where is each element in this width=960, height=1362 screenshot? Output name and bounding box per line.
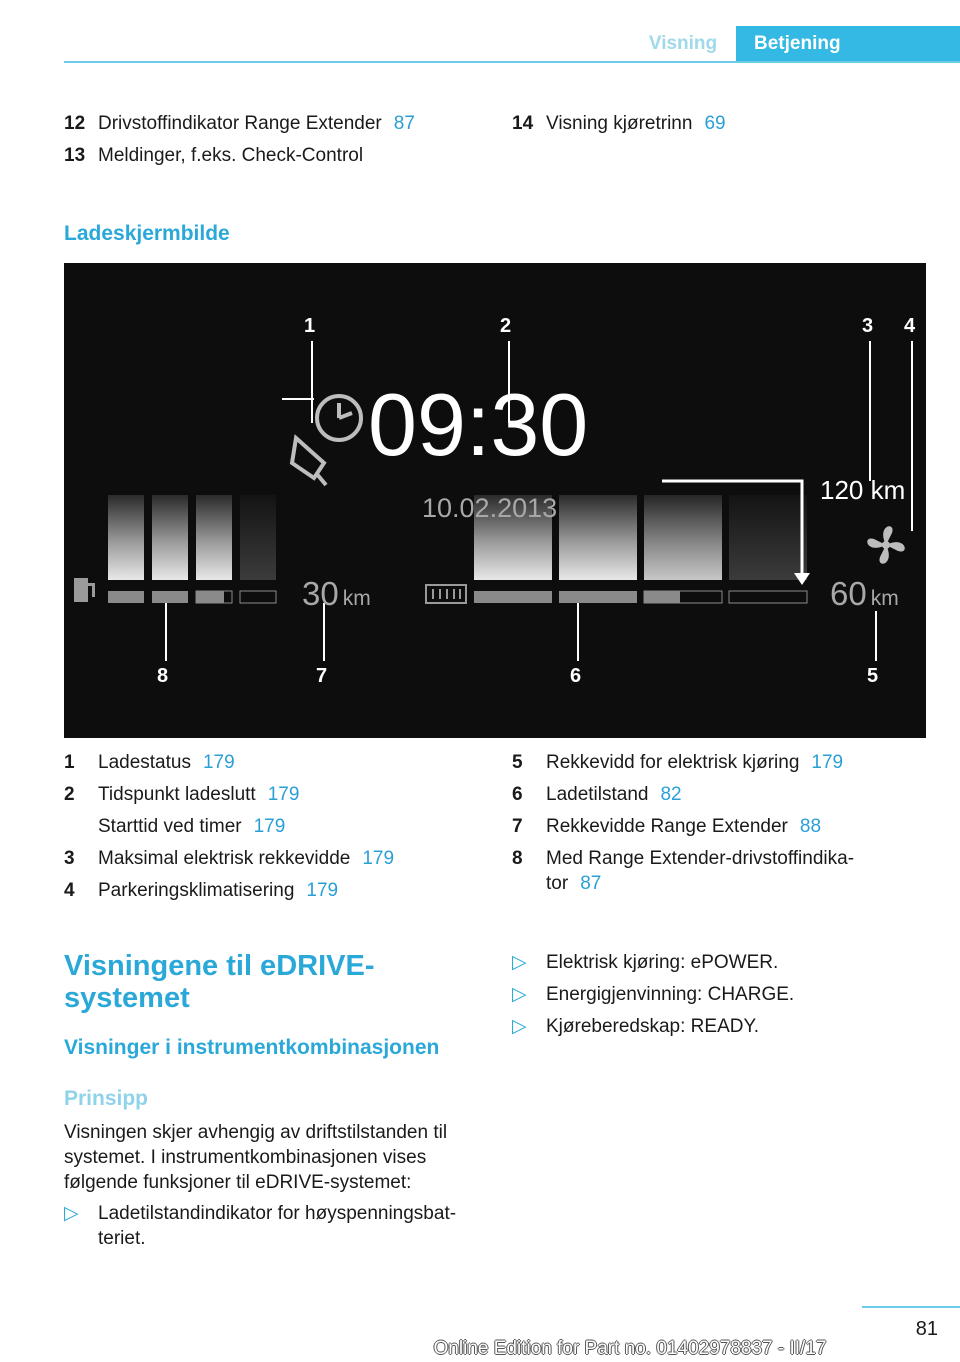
tab-visning[interactable]: Visning — [648, 33, 718, 54]
fuel-level-segment — [196, 591, 224, 603]
tab-betjening[interactable]: Betjening — [736, 26, 960, 61]
item-number: 14 — [512, 113, 534, 134]
callout-5: 5 — [867, 665, 879, 687]
fuel-level-segment — [152, 591, 188, 603]
fuel-bar-empty — [240, 495, 276, 580]
legend-number: 7 — [512, 816, 523, 837]
bullet-triangle-icon: ▷ — [64, 1203, 79, 1224]
section-title: Ladeskjermbilde — [64, 222, 230, 245]
bullet-triangle-icon: ▷ — [512, 984, 527, 1005]
range-extender-number: 30 — [302, 575, 339, 612]
bullet-triangle-icon: ▷ — [512, 1016, 527, 1037]
range-unit: km — [870, 587, 899, 610]
legend-item — [64, 779, 299, 811]
legend-text: Med Range Extender-drivstoffindika- — [546, 848, 855, 869]
bullet-triangle-icon: ▷ — [512, 952, 527, 973]
legend-item-continuation — [546, 868, 601, 900]
item-number: 13 — [64, 145, 86, 166]
page-link[interactable]: 179 — [811, 752, 844, 773]
legend-item — [64, 811, 285, 843]
legend-number: 3 — [64, 848, 75, 869]
list-item — [512, 108, 726, 140]
max-electric-range: 120 km — [820, 475, 906, 505]
fuel-level-outline — [240, 591, 276, 603]
legend-number: 8 — [512, 848, 523, 869]
page-link[interactable]: 82 — [660, 784, 682, 805]
battery-level-outline — [729, 591, 807, 603]
legend-number: 2 — [64, 784, 75, 805]
callout-3: 3 — [862, 315, 874, 337]
charging-plug-clock-icon — [292, 396, 361, 485]
body-paragraph: Visningen skjer avhengig av driftstilstanden til systemet. I instrumentkombinasjonen vises følgende funksjoner til eDRIVE-systemet: — [64, 1122, 448, 1193]
legend-number: 5 — [512, 752, 523, 773]
callout-4: 4 — [904, 315, 916, 337]
callout-1: 1 — [304, 315, 316, 337]
fuel-pump-icon — [74, 578, 95, 602]
page-link[interactable]: 69 — [704, 113, 726, 134]
edition-footer: Online Edition for Part no. 01402978837 - II/17 — [433, 1338, 827, 1359]
range-extender-value — [302, 575, 371, 613]
legend-number: 6 — [512, 784, 523, 805]
legend-text: Parkeringsklimatisering — [98, 880, 295, 901]
fuel-bar — [108, 495, 144, 580]
legend-text: Ladetilstand — [546, 784, 649, 805]
callout-6: 6 — [570, 665, 582, 687]
legend-text: Rekkevidd for elektrisk kjøring — [546, 752, 800, 773]
legend-number: 1 — [64, 752, 75, 773]
page-link[interactable]: 179 — [362, 848, 395, 869]
callout-8: 8 — [157, 665, 169, 687]
legend-text: Rekkevidde Range Extender — [546, 816, 788, 837]
bullet-text: Ladetilstandindikator for høyspenningsbat- — [98, 1203, 457, 1224]
electric-range-value — [830, 575, 899, 613]
bullet-item — [64, 1201, 494, 1251]
battery-icon — [426, 585, 466, 603]
footer-rule — [862, 1306, 960, 1308]
page-link[interactable]: 179 — [253, 816, 286, 837]
battery-bar-empty — [729, 495, 807, 580]
battery-bar — [644, 495, 722, 580]
list-item — [64, 108, 415, 140]
legend-item — [512, 747, 843, 779]
bullet-text: Elektrisk kjøring: ePOWER. — [546, 952, 779, 973]
main-heading-line: Visningene til eDRIVE- — [64, 950, 375, 982]
item-text: Drivstoffindikator Range Extender — [98, 113, 382, 134]
page-link[interactable]: 179 — [267, 784, 300, 805]
battery-level-segment — [559, 591, 637, 603]
bullet-item — [512, 1014, 759, 1039]
fuel-bar — [196, 495, 232, 580]
page-link[interactable]: 87 — [580, 873, 602, 894]
page-number: 81 — [915, 1318, 938, 1340]
bullet-item — [512, 950, 778, 975]
page-link[interactable]: 87 — [393, 113, 415, 134]
legend-number: 4 — [64, 880, 75, 901]
legend-text: Starttid ved timer — [98, 816, 242, 837]
legend-text: Ladestatus — [98, 752, 191, 773]
principle-heading: Prinsipp — [64, 1087, 149, 1110]
legend-item — [64, 747, 235, 779]
date-display: 10.02.2013 — [422, 493, 558, 523]
legend-item — [64, 843, 394, 875]
callout-2: 2 — [500, 315, 512, 337]
legend-item — [512, 811, 821, 843]
fuel-bar — [152, 495, 188, 580]
legend-item — [512, 779, 682, 811]
battery-bar — [559, 495, 637, 580]
battery-level-segment — [474, 591, 552, 603]
item-text: Visning kjøretrinn — [546, 113, 693, 134]
item-number: 12 — [64, 113, 86, 134]
legend-text: tor — [546, 873, 569, 894]
charging-screen-figure — [64, 263, 926, 738]
page-link[interactable]: 179 — [306, 880, 339, 901]
list-item — [64, 140, 363, 172]
fan-icon — [867, 526, 905, 564]
bullet-text: Energigjenvinning: CHARGE. — [546, 984, 795, 1005]
legend-text: Tidspunkt ladeslutt — [98, 784, 256, 805]
charge-end-time: 09:30 — [368, 375, 589, 474]
callout-7: 7 — [316, 665, 328, 687]
battery-level-segment — [644, 591, 680, 603]
range-unit: km — [342, 587, 371, 610]
main-heading — [64, 950, 374, 1014]
legend-text: Maksimal elektrisk rekkevidde — [98, 848, 351, 869]
bullet-text: teriet. — [98, 1228, 146, 1249]
sub-heading: Visninger i instrumentkombinasjonen — [64, 1036, 440, 1059]
item-text: Meldinger, f.eks. Check-Control — [98, 145, 364, 166]
bullet-item — [512, 982, 794, 1007]
page-link[interactable]: 88 — [799, 816, 822, 837]
bullet-text: Kjøreberedskap: READY. — [546, 1016, 759, 1037]
page-link[interactable]: 179 — [202, 752, 235, 773]
fuel-level-segment — [108, 591, 144, 603]
main-heading-line: systemet — [64, 982, 190, 1014]
legend-item — [64, 875, 338, 907]
header-rule — [64, 61, 960, 63]
electric-range-number: 60 — [830, 575, 867, 612]
